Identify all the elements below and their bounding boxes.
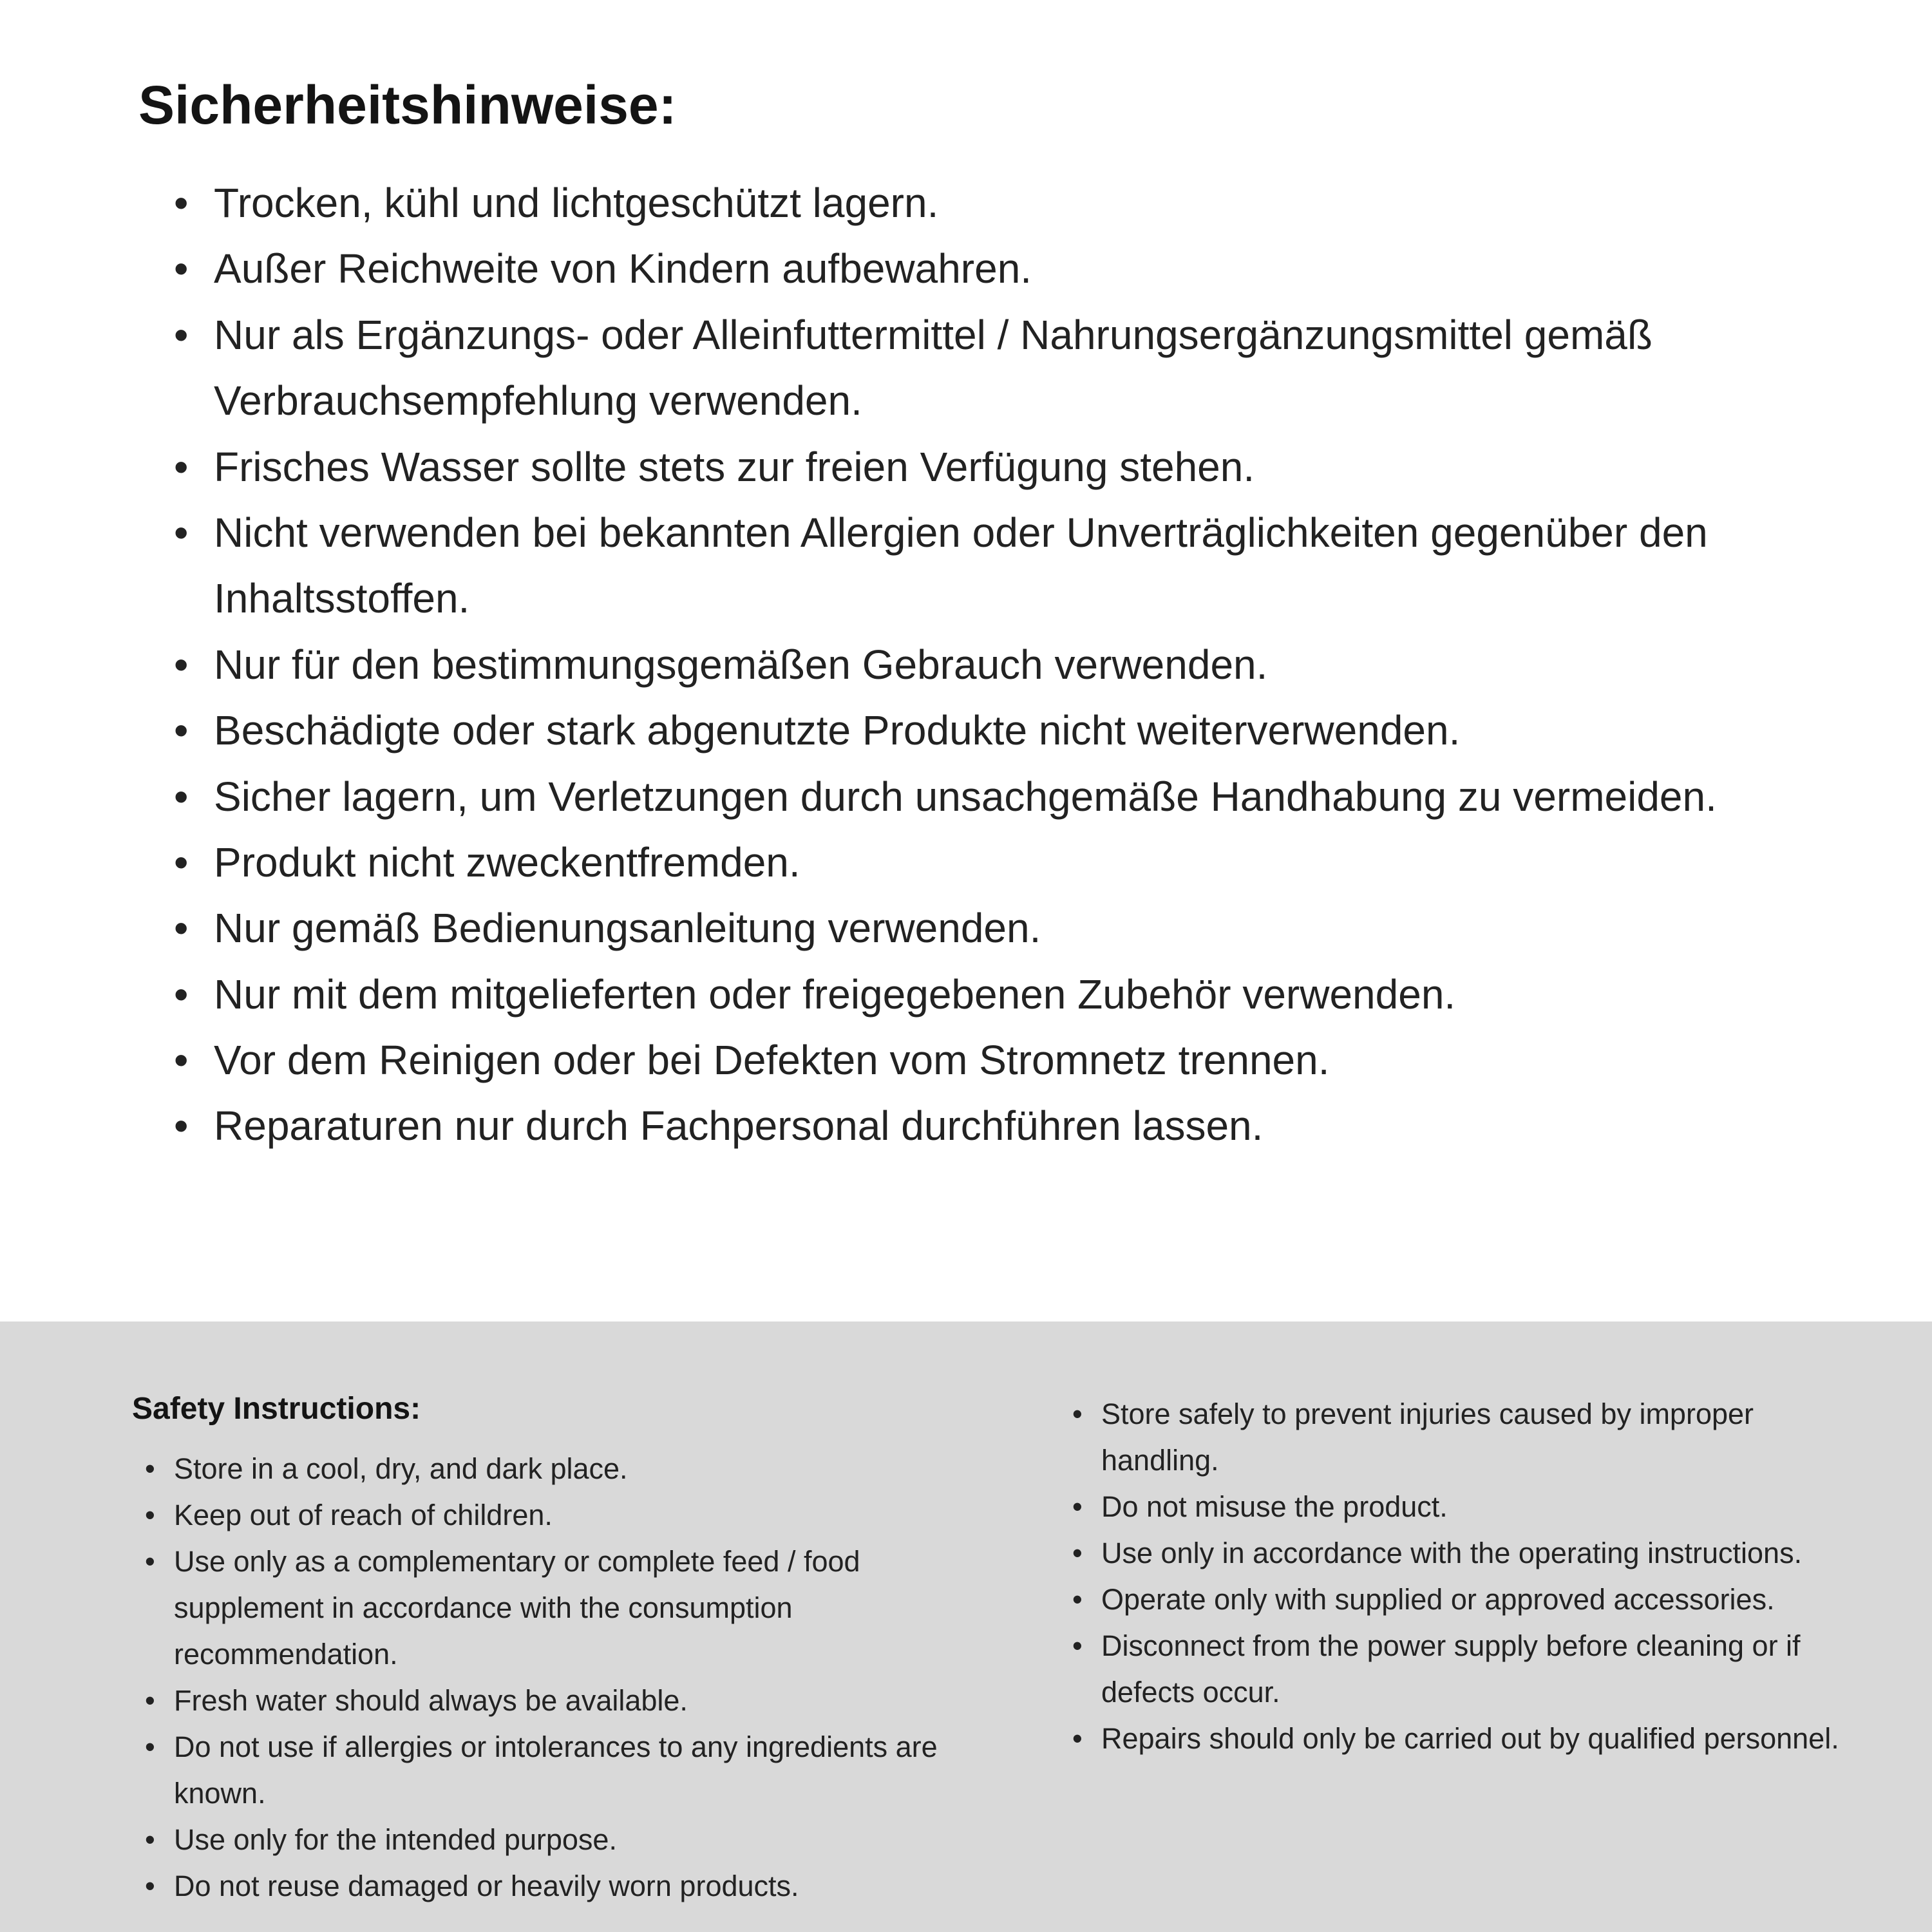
german-safety-item: • Trocken, kühl und lichtgeschützt lagern. bbox=[174, 170, 1835, 236]
english-safety-item: • Fresh water should always be available. bbox=[145, 1678, 995, 1724]
english-safety-item: • Store safely to prevent injuries caused by improper handling. bbox=[1072, 1391, 1877, 1484]
german-safety-item: • Nur als Ergänzungs- oder Alleinfuttermittel / Nahrungsergänzungsmittel gemäß Verbrauchsempfehlung verwenden. bbox=[174, 302, 1835, 434]
english-left-list bbox=[132, 1446, 995, 1909]
german-safety-list bbox=[138, 170, 1835, 1159]
german-safety-item: • Außer Reichweite von Kindern aufbewahren. bbox=[174, 236, 1835, 301]
german-safety-item: • Nur mit dem mitgelieferten oder freigegebenen Zubehör verwenden. bbox=[174, 961, 1835, 1027]
english-left-column bbox=[132, 1391, 995, 1932]
english-safety-item: • Use only as a complementary or complete feed / food supplement in accordance with the consumption recommendation. bbox=[145, 1539, 995, 1678]
english-safety-item: • Repairs should only be carried out by qualified personnel. bbox=[1072, 1716, 1877, 1762]
english-safety-item: • Do not reuse damaged or heavily worn products. bbox=[145, 1863, 995, 1909]
english-safety-item: • Do not misuse the product. bbox=[1072, 1484, 1877, 1530]
german-section-title: Sicherheitshinweise: bbox=[138, 75, 677, 135]
english-safety-item: • Keep out of reach of children. bbox=[145, 1492, 995, 1539]
english-safety-item: • Use only for the intended purpose. bbox=[145, 1817, 995, 1863]
german-safety-item: • Sicher lagern, um Verletzungen durch unsachgemäße Handhabung zu vermeiden. bbox=[174, 764, 1835, 829]
german-safety-item: • Nicht verwenden bei bekannten Allergien oder Unverträglichkeiten gegenüber den Inhaltsstoffen. bbox=[174, 500, 1835, 632]
english-safety-item: • Do not use if allergies or intolerances to any ingredients are known. bbox=[145, 1724, 995, 1817]
german-safety-item: • Beschädigte oder stark abgenutzte Produkte nicht weiterverwenden. bbox=[174, 697, 1835, 763]
german-safety-item: • Reparaturen nur durch Fachpersonal durchführen lassen. bbox=[174, 1093, 1835, 1159]
english-safety-item: • Use only in accordance with the operating instructions. bbox=[1072, 1530, 1877, 1577]
german-safety-item: • Nur gemäß Bedienungsanleitung verwenden. bbox=[174, 895, 1835, 961]
english-safety-section bbox=[0, 1321, 1932, 1932]
german-safety-item: • Vor dem Reinigen oder bei Defekten vom Stromnetz trennen. bbox=[174, 1027, 1835, 1093]
german-safety-item: • Frisches Wasser sollte stets zur freien Verfügung stehen. bbox=[174, 434, 1835, 500]
english-safety-item: • Store in a cool, dry, and dark place. bbox=[145, 1446, 995, 1492]
english-safety-item: • Operate only with supplied or approved accessories. bbox=[1072, 1577, 1877, 1623]
english-right-list bbox=[1072, 1391, 1877, 1762]
english-right-column bbox=[1072, 1391, 1877, 1932]
english-section-title: Safety Instructions: bbox=[132, 1392, 421, 1426]
english-safety-item: • Disconnect from the power supply before cleaning or if defects occur. bbox=[1072, 1623, 1877, 1716]
german-safety-item: • Nur für den bestimmungsgemäßen Gebrauch verwenden. bbox=[174, 632, 1835, 697]
german-safety-item: • Produkt nicht zweckentfremden. bbox=[174, 829, 1835, 895]
